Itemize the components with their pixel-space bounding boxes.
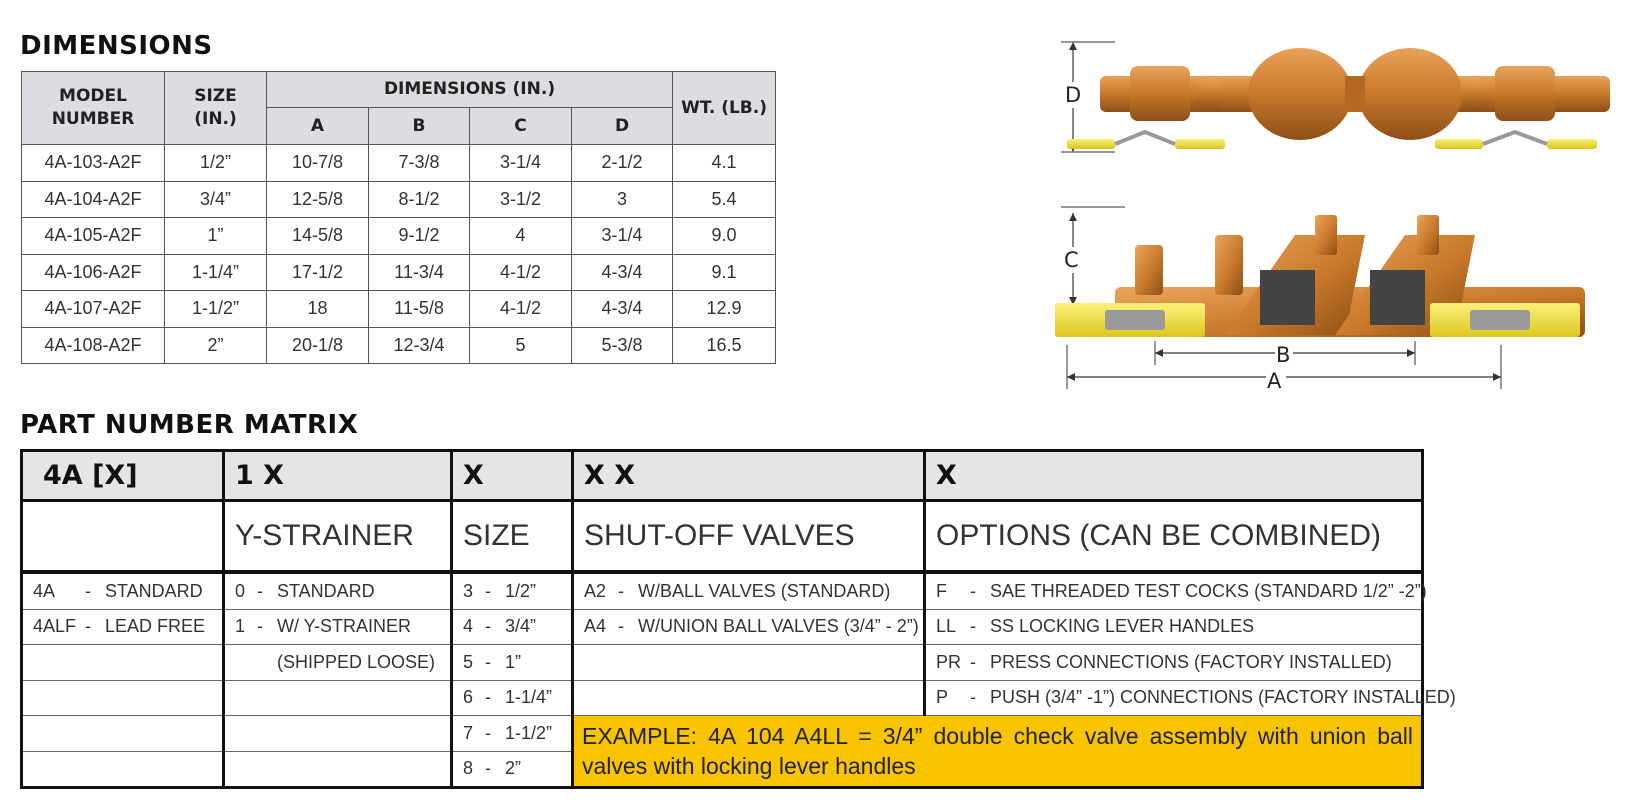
matrix-sizes-item xyxy=(452,716,573,752)
cell-d: 3-1/4 xyxy=(572,218,673,255)
matrix-item-dash: - xyxy=(970,651,976,672)
cell-b: 11-5/8 xyxy=(369,291,470,328)
matrix-code-valves: X X xyxy=(573,451,925,501)
matrix-item-code: 7 xyxy=(463,722,474,743)
cell-d: 5-3/8 xyxy=(572,327,673,364)
cell-size: 1” xyxy=(165,218,267,255)
dimensions-heading: DIMENSIONS xyxy=(20,31,213,61)
matrix-series-item xyxy=(22,609,224,645)
table-row xyxy=(22,291,776,328)
matrix-item-dash: - xyxy=(618,580,624,601)
matrix-item-code: F xyxy=(936,580,947,601)
matrix-item-desc: STANDARD xyxy=(277,580,375,601)
matrix-item-desc: W/ Y-STRAINER xyxy=(277,616,412,637)
matrix-title-series xyxy=(22,501,224,573)
matrix-empty-cell xyxy=(224,751,452,788)
col-header-dimensions-group: DIMENSIONS (IN.) xyxy=(267,72,673,108)
matrix-empty-cell xyxy=(22,680,224,716)
cell-model: 4A-103-A2F xyxy=(22,145,165,182)
cell-c: 4-1/2 xyxy=(470,291,572,328)
matrix-sizes-item xyxy=(452,680,573,716)
matrix-item-desc: 1-1/2” xyxy=(505,722,553,743)
matrix-item-dash: - xyxy=(970,580,976,601)
valve-top-view-illustration xyxy=(1055,205,1625,410)
col-header-weight: WT. (LB.) xyxy=(673,72,776,145)
matrix-item-desc: W/UNION BALL VALVES (3/4” - 2”) xyxy=(638,616,919,637)
matrix-item-code: 4ALF xyxy=(33,616,77,637)
matrix-strainer-item xyxy=(224,645,452,681)
dim-label-c: C xyxy=(1064,248,1079,272)
col-header-a: A xyxy=(267,108,369,145)
matrix-sizes-item xyxy=(452,609,573,645)
matrix-item-desc: SS LOCKING LEVER HANDLES xyxy=(990,616,1255,637)
table-row xyxy=(22,645,1423,681)
table-row xyxy=(22,716,1423,752)
matrix-item-code: 6 xyxy=(463,687,474,708)
matrix-item-dash: - xyxy=(485,651,491,672)
cell-b: 9-1/2 xyxy=(369,218,470,255)
matrix-item-desc: PRESS CONNECTIONS (FACTORY INSTALLED) xyxy=(990,651,1392,672)
cell-model: 4A-106-A2F xyxy=(22,254,165,291)
table-row xyxy=(22,218,776,255)
matrix-strainer-item xyxy=(224,572,452,609)
cell-size: 1-1/4” xyxy=(165,254,267,291)
col-header-model: MODEL NUMBER xyxy=(22,72,165,145)
cell-wt: 16.5 xyxy=(673,327,776,364)
matrix-item-code: 1 xyxy=(235,616,246,637)
cell-model: 4A-105-A2F xyxy=(22,218,165,255)
cell-model: 4A-107-A2F xyxy=(22,291,165,328)
part-number-matrix-heading: PART NUMBER MATRIX xyxy=(20,410,359,440)
matrix-item-code: P xyxy=(936,687,949,708)
cell-c: 5 xyxy=(470,327,572,364)
matrix-series-item xyxy=(22,572,224,609)
matrix-item-code: 8 xyxy=(463,758,474,779)
matrix-item-dash: - xyxy=(257,580,263,601)
cell-size: 3/4” xyxy=(165,181,267,218)
matrix-title-strainer: Y-STRAINER xyxy=(224,501,452,573)
matrix-options-item xyxy=(925,645,1423,681)
matrix-item-desc: 1” xyxy=(505,651,522,672)
matrix-sizes-item xyxy=(452,572,573,609)
matrix-item-dash: - xyxy=(85,616,91,637)
matrix-item-desc: W/BALL VALVES (STANDARD) xyxy=(638,580,891,601)
matrix-title-valves: SHUT-OFF VALVES xyxy=(573,501,925,573)
cell-c: 4-1/2 xyxy=(470,254,572,291)
dimensions-table xyxy=(21,71,776,364)
table-row xyxy=(22,609,1423,645)
matrix-title-options: OPTIONS (CAN BE COMBINED) xyxy=(925,501,1423,573)
col-header-b: B xyxy=(369,108,470,145)
cell-wt: 9.0 xyxy=(673,218,776,255)
example-callout: EXAMPLE: 4A 104 A4LL = 3/4” double check valve assembly with union ball valves with locking lever handles xyxy=(573,716,1423,788)
cell-b: 12-3/4 xyxy=(369,327,470,364)
matrix-item-dash: - xyxy=(85,580,91,601)
matrix-item-desc: PUSH (3/4” -1”) CONNECTIONS (FACTORY INSTALLED) xyxy=(990,687,1456,708)
cell-c: 4 xyxy=(470,218,572,255)
matrix-item-dash: - xyxy=(618,616,624,637)
valve-side-view-illustration xyxy=(1055,36,1625,164)
dim-label-a: A xyxy=(1267,369,1282,393)
cell-b: 7-3/8 xyxy=(369,145,470,182)
cell-c: 3-1/4 xyxy=(470,145,572,182)
matrix-item-desc: 1-1/4” xyxy=(505,687,553,708)
cell-b: 8-1/2 xyxy=(369,181,470,218)
matrix-valves-item xyxy=(573,609,925,645)
matrix-empty-cell xyxy=(224,716,452,752)
table-row xyxy=(22,680,1423,716)
matrix-sizes-item xyxy=(452,751,573,788)
matrix-item-dash: - xyxy=(485,580,491,601)
table-row xyxy=(22,327,776,364)
matrix-item-desc: SAE THREADED TEST COCKS (STANDARD 1/2” -2”) xyxy=(990,580,1427,601)
matrix-strainer-item xyxy=(224,609,452,645)
matrix-item-desc: 1/2” xyxy=(505,580,537,601)
cell-b: 11-3/4 xyxy=(369,254,470,291)
cell-c: 3-1/2 xyxy=(470,181,572,218)
matrix-item-dash: - xyxy=(485,758,491,779)
col-header-size: SIZE (IN.) xyxy=(165,72,267,145)
cell-model: 4A-104-A2F xyxy=(22,181,165,218)
matrix-item-dash: - xyxy=(970,687,976,708)
matrix-code-options: X xyxy=(925,451,1423,501)
cell-size: 1/2” xyxy=(165,145,267,182)
matrix-empty-cell xyxy=(224,680,452,716)
col-header-d: D xyxy=(572,108,673,145)
cell-d: 2-1/2 xyxy=(572,145,673,182)
matrix-item-code: A4 xyxy=(584,616,607,637)
matrix-code-series: 4A [X] xyxy=(22,451,224,501)
matrix-code-size: X xyxy=(452,451,573,501)
matrix-item-desc: 3/4” xyxy=(505,616,537,637)
cell-model: 4A-108-A2F xyxy=(22,327,165,364)
matrix-empty-cell xyxy=(573,645,925,681)
matrix-empty-cell xyxy=(573,680,925,716)
matrix-item-code: LL xyxy=(936,616,957,637)
matrix-valves-item xyxy=(573,572,925,609)
table-row xyxy=(22,145,776,182)
matrix-item-desc: LEAD FREE xyxy=(105,616,206,637)
matrix-title-size: SIZE xyxy=(452,501,573,573)
matrix-code-strainer: 1 X xyxy=(224,451,452,501)
table-row xyxy=(22,181,776,218)
matrix-item-desc: STANDARD xyxy=(105,580,203,601)
matrix-item-dash: - xyxy=(485,687,491,708)
cell-size: 2” xyxy=(165,327,267,364)
matrix-empty-cell xyxy=(22,751,224,788)
matrix-item-code: PR xyxy=(936,651,962,672)
table-row xyxy=(22,254,776,291)
matrix-options-item xyxy=(925,609,1423,645)
matrix-item-desc: 2” xyxy=(505,758,522,779)
dim-label-d: D xyxy=(1065,83,1082,107)
cell-d: 3 xyxy=(572,181,673,218)
cell-d: 4-3/4 xyxy=(572,254,673,291)
cell-wt: 5.4 xyxy=(673,181,776,218)
matrix-item-code: A2 xyxy=(584,580,607,601)
matrix-item-dash: - xyxy=(970,616,976,637)
matrix-options-item xyxy=(925,572,1427,609)
matrix-item-code: 0 xyxy=(235,580,246,601)
cell-d: 4-3/4 xyxy=(572,291,673,328)
cell-wt: 12.9 xyxy=(673,291,776,328)
cell-a: 12-5/8 xyxy=(267,181,369,218)
matrix-item-code: 3 xyxy=(463,580,474,601)
cell-a: 14-5/8 xyxy=(267,218,369,255)
cell-size: 1-1/2” xyxy=(165,291,267,328)
cell-a: 18 xyxy=(267,291,369,328)
matrix-sizes-item xyxy=(452,645,573,681)
table-row xyxy=(22,572,1423,609)
matrix-empty-cell xyxy=(22,716,224,752)
matrix-item-dash: - xyxy=(485,616,491,637)
matrix-item-code: 5 xyxy=(463,651,474,672)
cell-a: 20-1/8 xyxy=(267,327,369,364)
cell-a: 17-1/2 xyxy=(267,254,369,291)
cell-a: 10-7/8 xyxy=(267,145,369,182)
col-header-c: C xyxy=(470,108,572,145)
matrix-item-dash: - xyxy=(485,722,491,743)
cell-wt: 4.1 xyxy=(673,145,776,182)
matrix-options-item xyxy=(925,680,1456,716)
cell-wt: 9.1 xyxy=(673,254,776,291)
matrix-item-code: 4 xyxy=(463,616,474,637)
part-number-matrix-table xyxy=(20,449,1456,789)
matrix-item-dash: - xyxy=(257,616,263,637)
matrix-item-desc: (SHIPPED LOOSE) xyxy=(277,651,436,672)
matrix-empty-cell xyxy=(22,645,224,681)
dim-label-b: B xyxy=(1276,343,1291,367)
matrix-item-code: 4A xyxy=(33,580,56,601)
